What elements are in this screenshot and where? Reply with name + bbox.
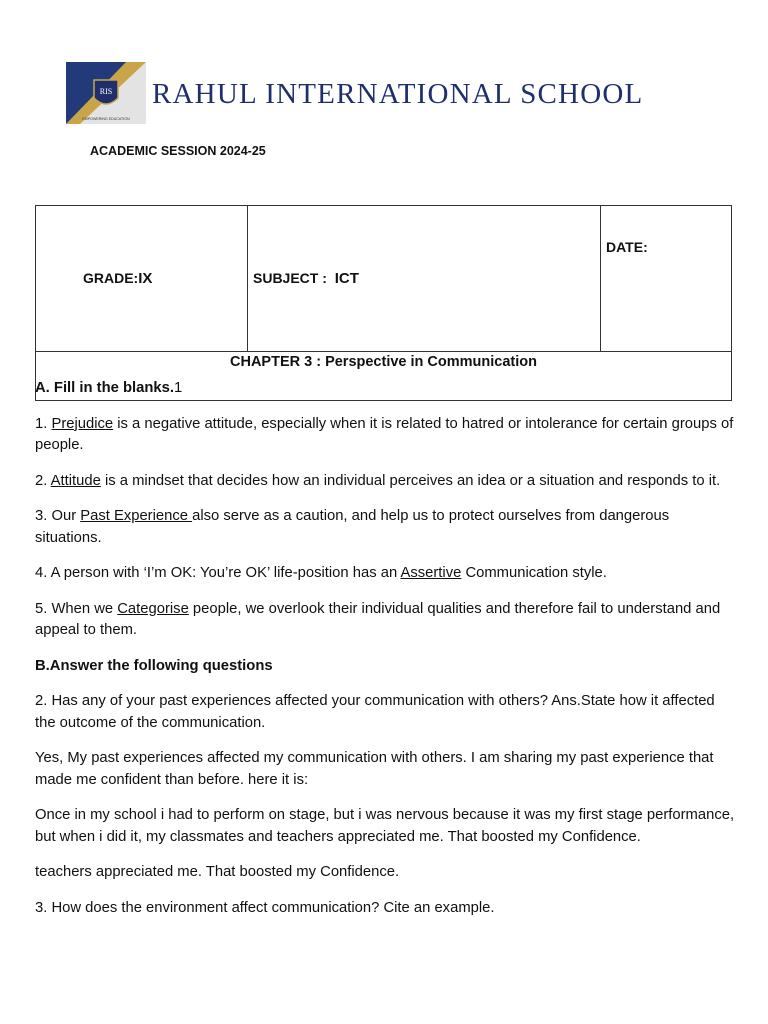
worksheet-content	[35, 378, 735, 933]
item-prefix: 3. Our	[35, 508, 81, 524]
item-prefix: 2.	[35, 472, 51, 489]
fill-blank-item	[35, 599, 735, 642]
item-text: is a negative attitude, especially when it is related to hatred or intolerance for certain groups of people.	[35, 415, 734, 453]
grade-value: IX	[138, 270, 153, 287]
blank-answer: Categorise	[117, 600, 189, 617]
subject-label: SUBJECT :	[253, 270, 327, 286]
item-prefix: 5. When we	[35, 600, 118, 617]
section-a-title-suffix: 1	[173, 380, 183, 396]
blank-answer: Attitude	[50, 472, 101, 489]
logo-tagline: EMPOWERING EDUCATION	[82, 117, 130, 121]
fill-blank-item	[35, 563, 735, 585]
item-text: is a mindset that decides how an individual perceives an idea or a situation and responds to it.	[100, 472, 721, 489]
fill-blank-item	[35, 471, 735, 493]
grade-label: GRADE:	[83, 270, 139, 286]
grade-cell	[36, 206, 248, 352]
fill-blank-item	[35, 414, 735, 457]
answer-paragraph: teachers appreciated me. That boosted my Confidence.	[35, 864, 400, 880]
question-paragraph: 3. How does the environment affect communication? Cite an example.	[35, 899, 495, 916]
blank-answer: Past Experience	[80, 508, 193, 524]
item-text: people, we overlook their individual qualities and therefore fail to understand and appeal to them.	[35, 600, 721, 638]
answer-paragraph: Yes, My past experiences affected my communication with others. I am sharing my past experience that made me confident than before. here it is:	[35, 750, 714, 788]
section-a-title: A. Fill in the blanks.	[35, 380, 174, 396]
subject-value: ICT	[334, 270, 359, 287]
subject-cell	[248, 206, 601, 352]
item-text: Communication style.	[461, 565, 607, 581]
school-name: RAHUL INTERNATIONAL SCHOOL	[152, 78, 644, 110]
blank-answer: Assertive	[400, 565, 462, 581]
info-table	[35, 205, 732, 401]
item-prefix: 4. A person with ‘I’m OK: You’re OK’ life-position has an	[35, 565, 401, 581]
answer-paragraph: Once in my school i had to perform on stage, but i was nervous because it was my first stage performance, but when i did it, my classmates and teachers appreciated me. That boosted my Confidence.	[35, 807, 735, 845]
school-logo	[66, 62, 146, 124]
question-paragraph: 2. Has any of your past experiences affected your communication with others? Ans.State how it affected the outcome of the communication.	[35, 693, 715, 731]
logo-initials: RIS	[99, 87, 113, 96]
chapter-title: CHAPTER 3 : Perspective in Communication	[36, 352, 732, 401]
item-text: also serve as a caution, and help us to protect ourselves from dangerous situations.	[35, 508, 670, 546]
academic-session: ACADEMIC SESSION 2024-25	[90, 144, 266, 158]
blank-answer: Prejudice	[51, 415, 114, 432]
fill-blank-item	[35, 506, 735, 549]
section-b-title: B.Answer the following questions	[35, 657, 273, 674]
section-a-heading	[35, 378, 735, 400]
item-prefix: 1.	[35, 415, 52, 432]
date-label: DATE:	[606, 239, 648, 255]
date-cell	[601, 206, 732, 352]
